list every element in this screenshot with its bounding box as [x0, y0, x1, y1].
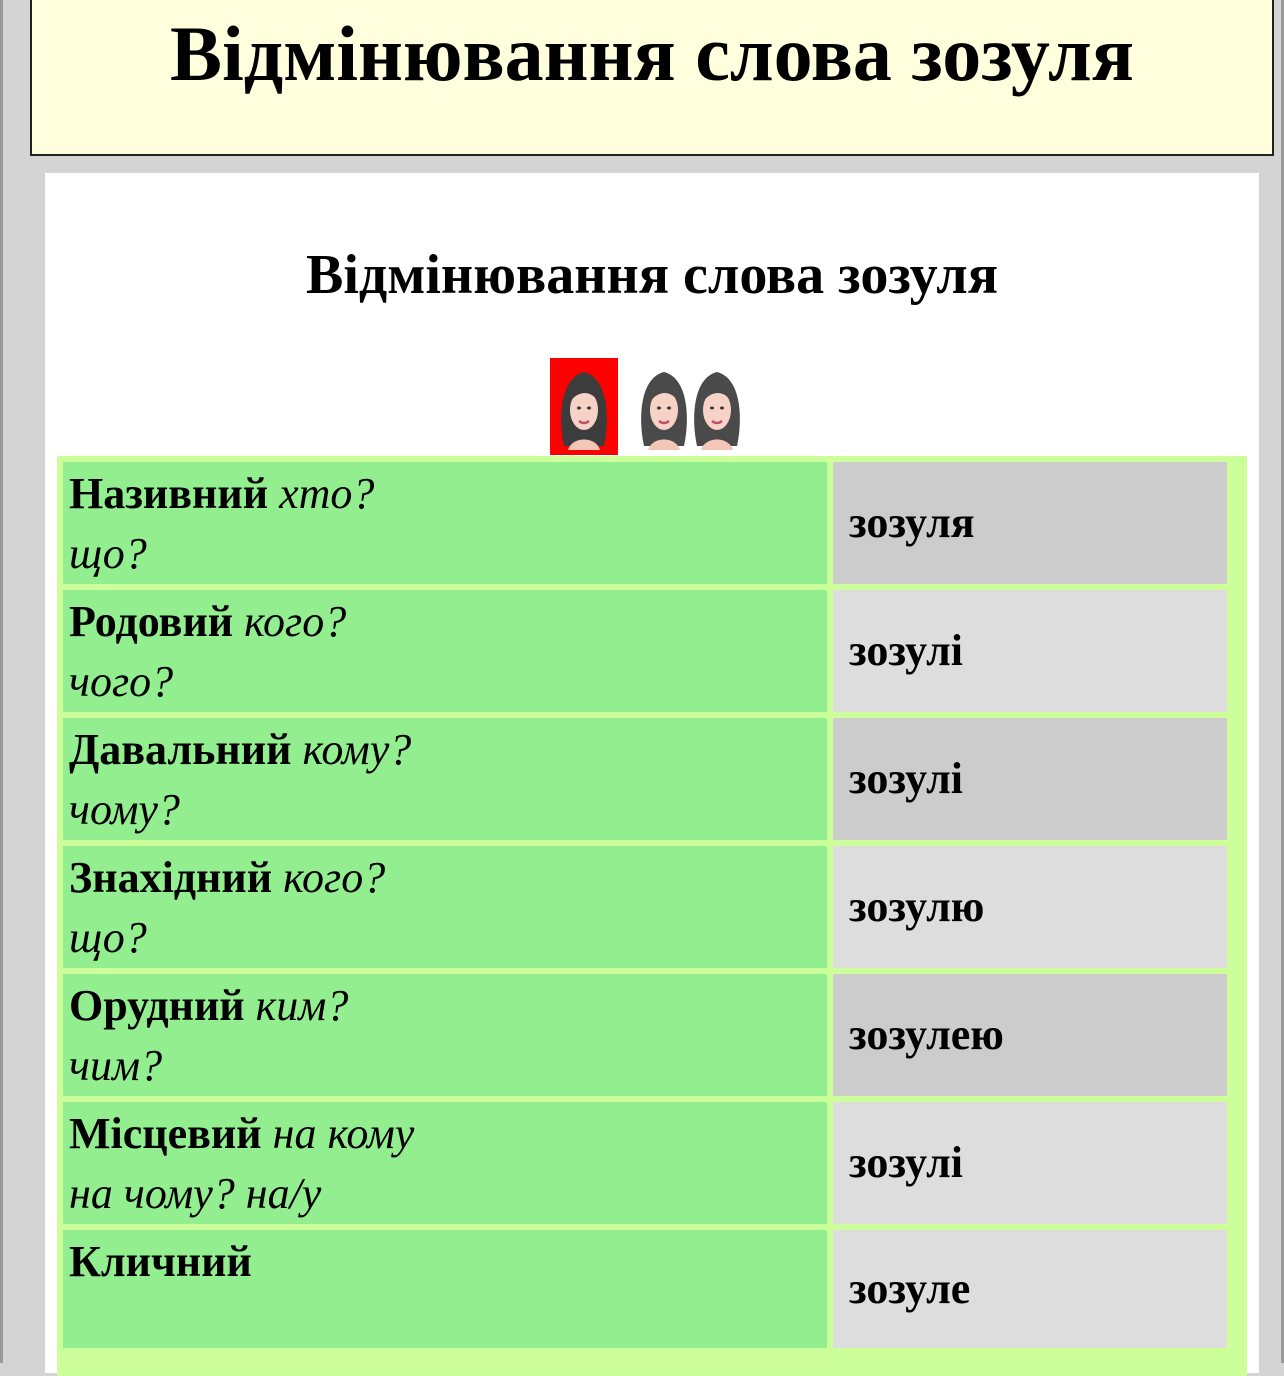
declension-table — [60, 459, 1230, 1351]
declension-table-wrap — [57, 456, 1247, 1376]
case-name: Знахідний — [69, 853, 273, 902]
case-cell — [60, 1099, 830, 1227]
female-face-icon[interactable] — [683, 358, 751, 455]
case-question: на чому? на/у — [69, 1169, 322, 1218]
section-title: Відмінювання слова зозуля — [305, 244, 998, 306]
case-name: Родовий — [69, 597, 234, 646]
case-name: Орудний — [69, 981, 245, 1030]
table-row — [60, 1227, 1230, 1351]
case-question: що? — [69, 529, 147, 578]
case-name: Називний — [69, 469, 269, 518]
case-name: Давальний — [69, 725, 292, 774]
case-question: чого? — [69, 657, 174, 706]
table-row — [60, 843, 1230, 971]
word-form: зозуля — [830, 459, 1230, 587]
case-question: на кому — [272, 1109, 415, 1158]
content-panel — [45, 173, 1259, 1373]
word-form: зозулі — [830, 587, 1230, 715]
case-question: хто? — [279, 469, 375, 518]
case-cell — [60, 971, 830, 1099]
case-cell — [60, 715, 830, 843]
case-cell — [60, 459, 830, 587]
case-question: кого? — [244, 597, 347, 646]
case-name: Місцевий — [69, 1109, 262, 1158]
case-question: що? — [69, 913, 147, 962]
table-row — [60, 715, 1230, 843]
table-row — [60, 459, 1230, 587]
case-name: Кличний — [69, 1237, 252, 1286]
case-question: чому? — [69, 785, 180, 834]
word-form: зозулею — [830, 971, 1230, 1099]
word-form: зозуле — [830, 1227, 1230, 1351]
case-question: кого? — [283, 853, 386, 902]
case-question: чим? — [69, 1041, 163, 1090]
word-form: зозулі — [830, 1099, 1230, 1227]
word-form: зозулі — [830, 715, 1230, 843]
case-cell — [60, 843, 830, 971]
case-question: ким? — [255, 981, 349, 1030]
word-form: зозулю — [830, 843, 1230, 971]
table-row — [60, 1099, 1230, 1227]
case-question: кому? — [302, 725, 412, 774]
table-row — [60, 971, 1230, 1099]
case-cell — [60, 1227, 830, 1351]
gender-number-icons — [550, 358, 750, 455]
female-face-icon[interactable] — [550, 358, 618, 455]
case-cell — [60, 587, 830, 715]
page-title: Відмінювання слова зозуля — [170, 10, 1134, 97]
table-row — [60, 587, 1230, 715]
header-banner — [30, 0, 1274, 156]
